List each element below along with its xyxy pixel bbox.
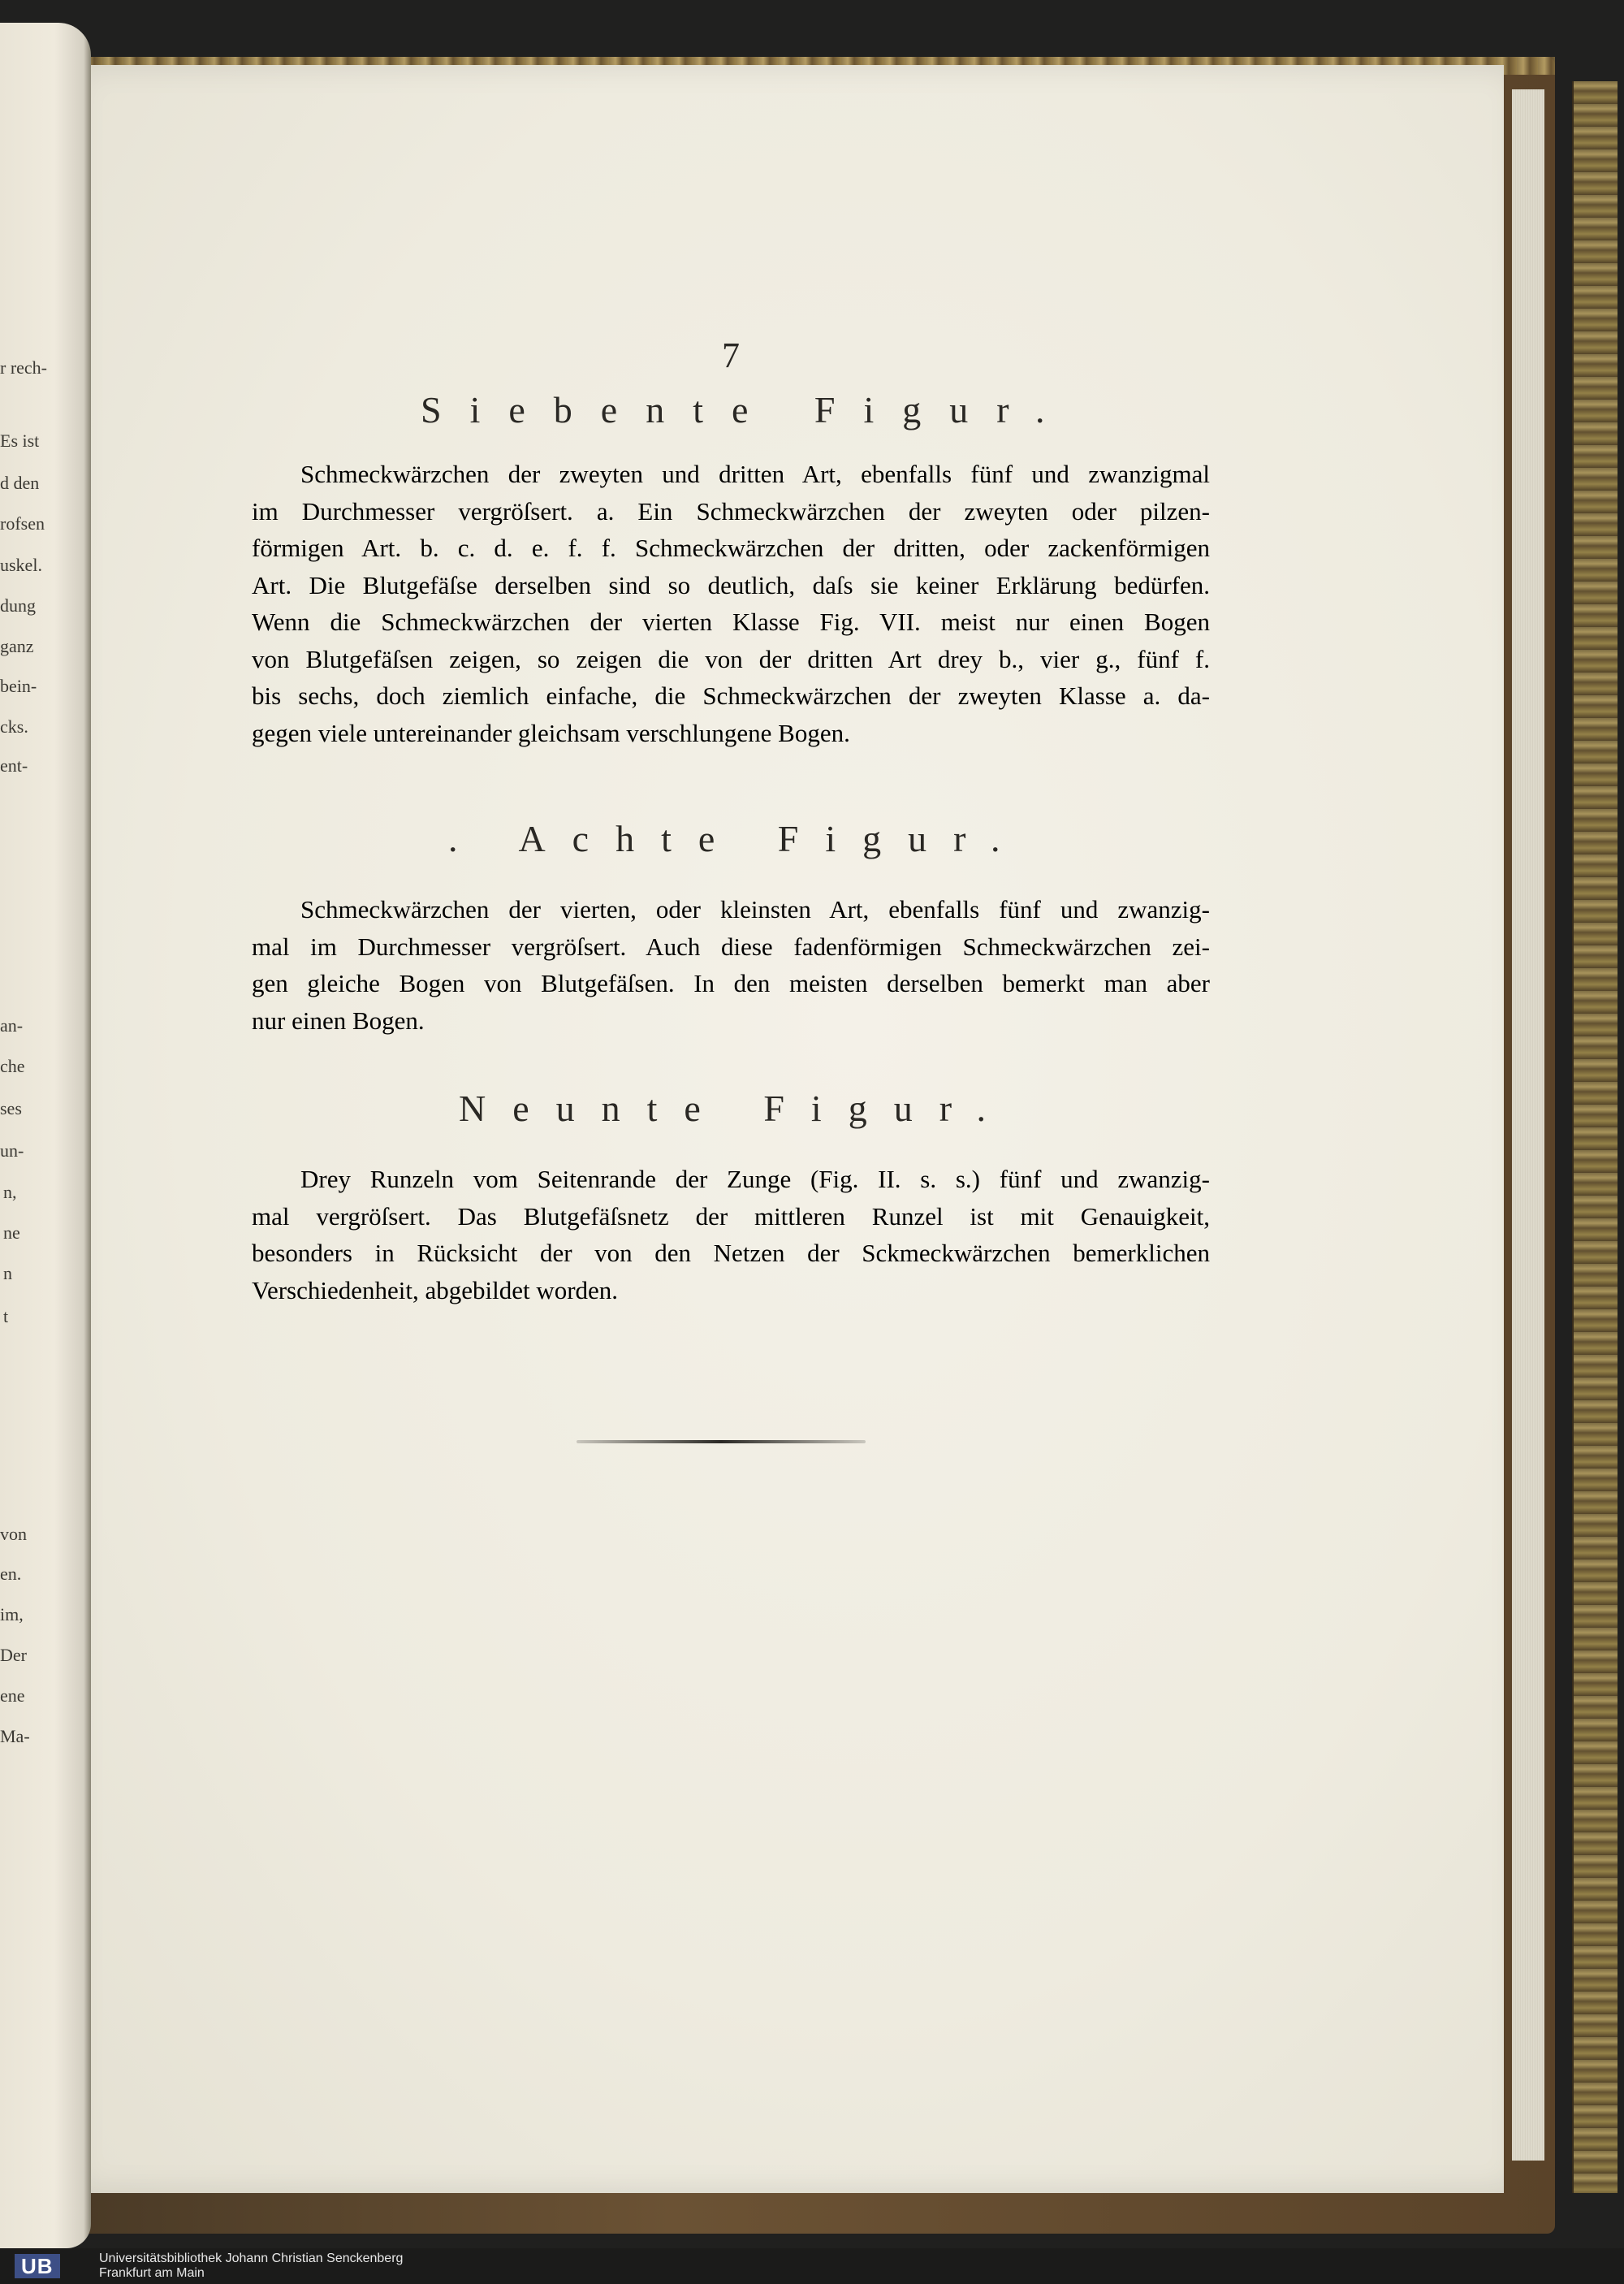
left-page-text-fragment: Ma- [0, 1726, 30, 1746]
text-line: besonders in Rücksicht der von den Netzen der Sckmeckwärzchen bemerklichen [252, 1239, 1210, 1267]
decorative-rule [577, 1440, 866, 1443]
left-page-text-fragment: im, [0, 1604, 24, 1624]
text-line: mal vergröſsert. Das Blutgefäſsnetz der mittleren Runzel ist mit Genauigkeit, [252, 1201, 1210, 1231]
left-page-text-fragment: d den [0, 473, 40, 493]
left-page-text-fragment: rofsen [0, 513, 45, 534]
page-number: 7 [722, 335, 740, 375]
page-edges [1512, 89, 1544, 2161]
left-page-text-fragment: ent- [0, 755, 28, 776]
left-page-text-fragment: n [3, 1263, 12, 1283]
left-page-text-fragment: Es ist [0, 430, 40, 451]
text-line: Art. Die Blutgefäſse derselben sind so deutlich, daſs sie keiner Erklärung bedürfen. [252, 570, 1210, 599]
left-page-text-fragment: uskel. [0, 555, 42, 575]
section-paragraph [252, 1161, 1210, 1309]
text-line: Schmeckwärzchen der vierten, oder kleinsten Art, ebenfalls fünf und zwanzig- [300, 895, 1210, 924]
left-page-text-fragment: cks. [0, 716, 28, 737]
left-page-text-fragment: ne [3, 1222, 20, 1243]
left-page-text-fragment: en. [0, 1564, 22, 1584]
left-page-text-fragment: an- [0, 1015, 24, 1036]
text-line: Schmeckwärzchen der zweyten und dritten Art, ebenfalls fünf und zwanzigmal [300, 460, 1210, 488]
left-page-text-fragment: von [0, 1524, 27, 1544]
left-page-text-fragment: che [0, 1056, 25, 1076]
left-page-text-fragment: n, [3, 1182, 17, 1202]
text-line: gegen viele untereinander gleichsam verschlungene Bogen. [252, 718, 850, 747]
text-line: mal im Durchmesser vergröſsert. Auch diese fadenförmigen Schmeckwärzchen zei- [252, 932, 1210, 961]
text-line: Wenn die Schmeckwärzchen der vierten Klasse Fig. VII. meist nur einen Bogen [252, 608, 1210, 636]
left-page-text-fragment: ene [0, 1685, 25, 1706]
left-page-text-fragment: un- [0, 1140, 24, 1161]
text-line: bis sechs, doch ziemlich einfache, die Schmeckwärzchen der zweyten Klasse a. da- [252, 681, 1210, 710]
left-page-text-fragment: Der [0, 1645, 27, 1665]
text-line: Verschiedenheit, abgebildet worden. [252, 1275, 619, 1304]
ub-logo: UB [15, 2254, 60, 2278]
left-page-text-fragment: dung [0, 595, 36, 616]
cover-ornament-spine [1572, 81, 1618, 2193]
footer-location: Frankfurt am Main [99, 2266, 205, 2280]
footer-institution: Universitätsbibliothek Johann Christian Senckenberg [99, 2252, 404, 2265]
left-page-text-fragment: bein- [0, 676, 37, 696]
left-page-text-fragment: t [3, 1306, 9, 1326]
text-line: förmigen Art. b. c. d. e. f. f. Schmeckwärzchen der dritten, oder zackenförmigen [252, 534, 1210, 562]
text-line: Drey Runzeln vom Seitenrande der Zunge (Fig. II. s. s.) fünf und zwanzig- [300, 1165, 1210, 1193]
left-page-text-fragment: r rech- [0, 357, 48, 378]
text-line: gen gleiche Bogen von Blutgefäſsen. In den meisten derselben bemerkt man aber [252, 969, 1210, 997]
section-heading: Siebente Figur. [421, 389, 1073, 430]
text-line: im Durchmesser vergröſsert. a. Ein Schmeckwärzchen der zweyten oder pilzen- [252, 496, 1210, 526]
left-page-text-fragment: ses [0, 1098, 22, 1118]
text-line: nur einen Bogen. [252, 1006, 425, 1035]
left-page-text-fragment: ganz [0, 636, 34, 656]
section-heading: . Achte Figur. [448, 818, 1027, 859]
left-page-edge [0, 23, 91, 2248]
section-paragraph [252, 456, 1210, 751]
section-paragraph [252, 891, 1210, 1039]
section-heading: Neunte Figur. [459, 1088, 1013, 1129]
text-line: von Blutgefäſsen zeigen, so zeigen die von der dritten Art drey b., vier g., fünf f. [252, 644, 1210, 673]
